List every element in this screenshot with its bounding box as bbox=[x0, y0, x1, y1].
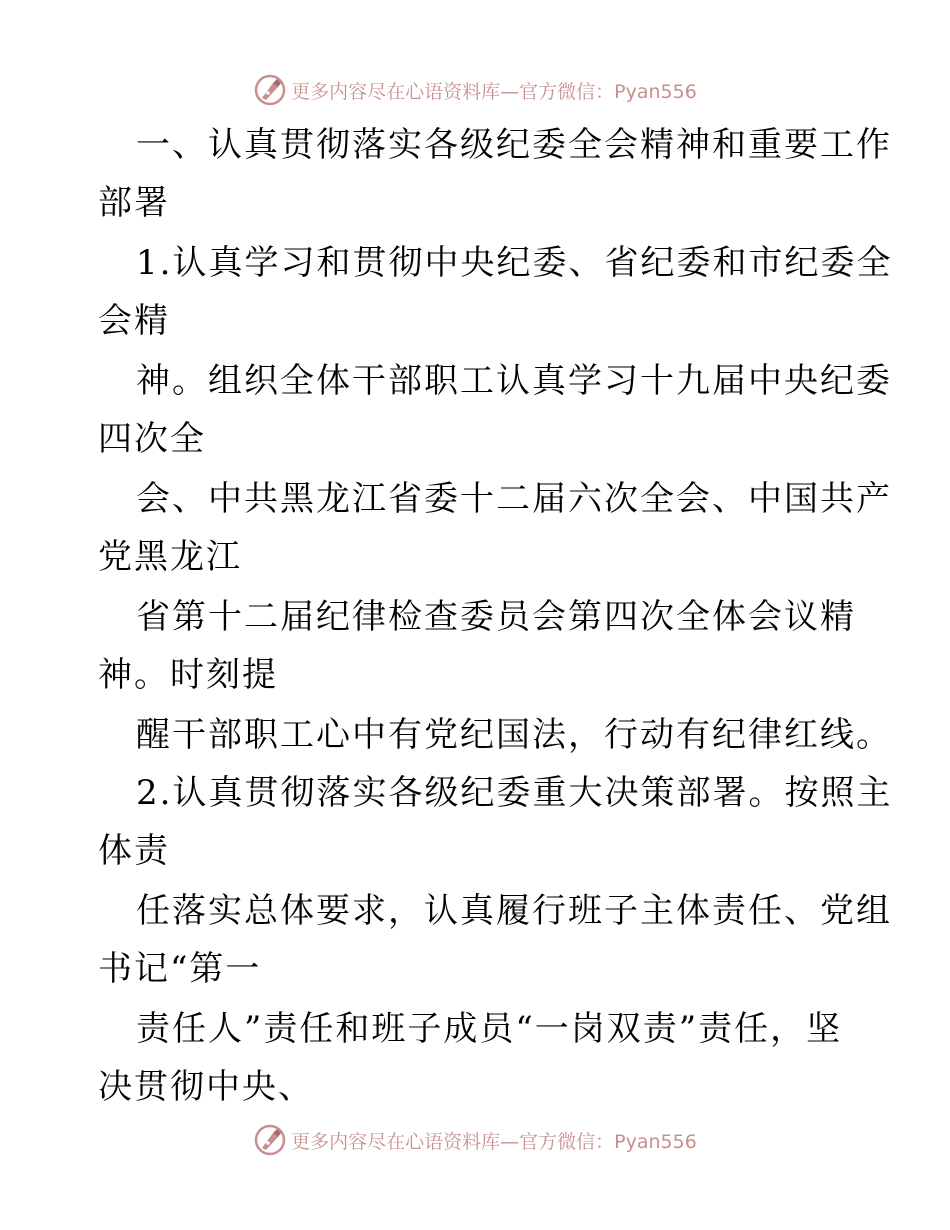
watermark-text: 更多内容尽在心语资料库—官方微信：Pyan556 bbox=[291, 80, 697, 103]
text-line: 神。组织全体干部职工认真学习十九届中央纪委 bbox=[136, 361, 892, 401]
text-line: 会、中共黑龙江省委十二届六次全会、中国共产 bbox=[136, 479, 892, 519]
text-line: 醒干部职工心中有党纪国法，行动有纪律红线。 bbox=[136, 715, 892, 755]
text-line: 体责 bbox=[98, 831, 170, 871]
text-line: 1.认真学习和贯彻中央纪委、省纪委和市纪委全 bbox=[136, 243, 893, 283]
text-line: 部署 bbox=[98, 183, 170, 223]
text-line: 四次全 bbox=[98, 419, 206, 459]
text-line: 党黑龙江 bbox=[98, 537, 242, 577]
text-line: 会精 bbox=[98, 301, 170, 341]
watermark-footer bbox=[0, 1120, 950, 1160]
text-line: 任落实总体要求，认真履行班子主体责任、党组 bbox=[136, 891, 892, 931]
pen-nib-logo-icon bbox=[253, 73, 287, 107]
text-line: 神。时刻提 bbox=[98, 655, 278, 695]
text-line: 书记“第一 bbox=[98, 949, 262, 989]
text-line: 决贯彻中央、 bbox=[98, 1067, 314, 1107]
pen-nib-logo-icon bbox=[253, 1123, 287, 1157]
watermark-header bbox=[0, 70, 950, 110]
text-line: 一、认真贯彻落实各级纪委全会精神和重要工作 bbox=[136, 125, 892, 165]
text-line: 2.认真贯彻落实各级纪委重大决策部署。按照主 bbox=[136, 773, 893, 813]
watermark-text: 更多内容尽在心语资料库—官方微信：Pyan556 bbox=[291, 1130, 697, 1153]
text-line: 省第十二届纪律检查委员会第四次全体会议精 bbox=[136, 597, 856, 637]
text-line: 责任人”责任和班子成员“一岗双责”责任，坚 bbox=[136, 1009, 843, 1049]
